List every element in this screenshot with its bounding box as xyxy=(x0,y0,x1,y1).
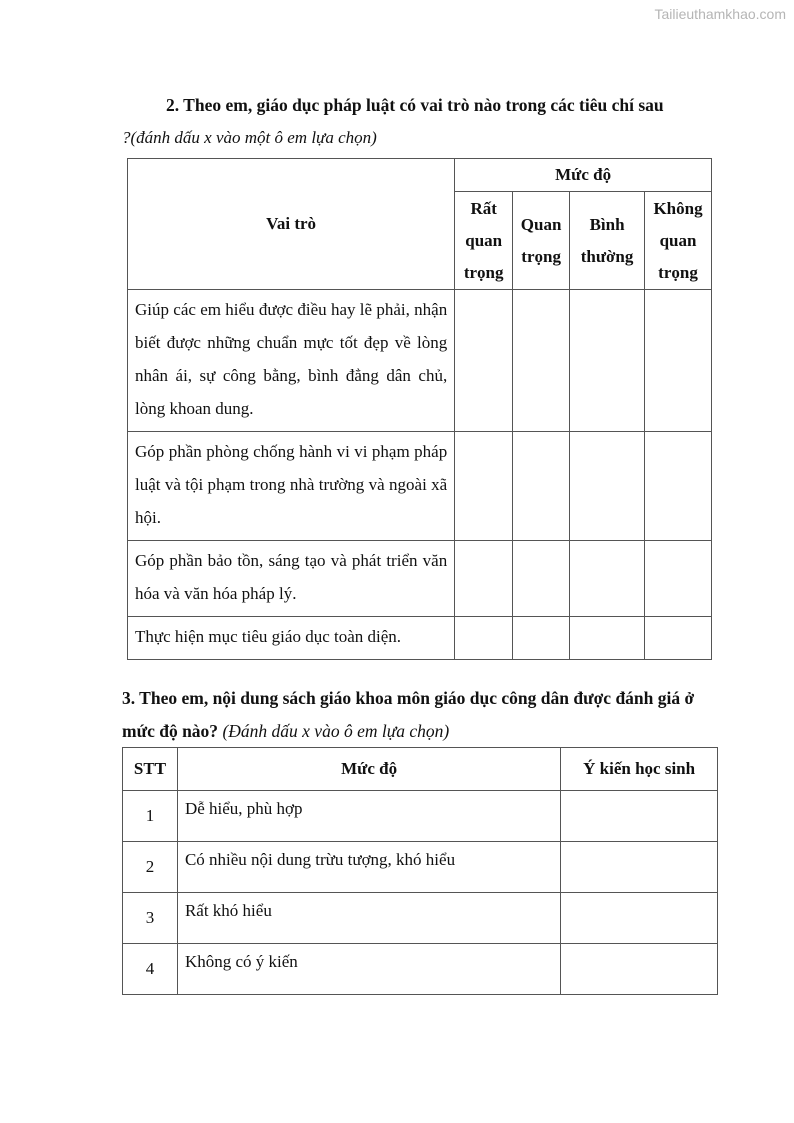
row-number: 3 xyxy=(123,893,178,944)
level-header: Mức độ xyxy=(177,748,560,791)
question-2-table xyxy=(127,158,712,660)
table-row xyxy=(123,944,718,995)
checkbox-cell[interactable] xyxy=(645,290,712,432)
checkbox-cell[interactable] xyxy=(513,432,570,541)
question-2-heading: 2. Theo em, giáo dục pháp luật có vai trò nào trong các tiêu chí sau xyxy=(166,95,664,115)
level-text: Không có ý kiến xyxy=(177,944,560,995)
table-row xyxy=(123,791,718,842)
checkbox-cell[interactable] xyxy=(513,290,570,432)
question-3-table xyxy=(122,747,718,995)
level-text: Rất khó hiểu xyxy=(177,893,560,944)
level-text: Dễ hiểu, phù hợp xyxy=(177,791,560,842)
role-description: Góp phần phòng chống hành vi vi phạm pháp luật và tội phạm trong nhà trường và ngoài xã hội. xyxy=(128,432,455,541)
level-header: Quan trọng xyxy=(513,192,570,290)
question-3-heading xyxy=(122,682,722,748)
table-row xyxy=(123,893,718,944)
opinion-cell[interactable] xyxy=(561,944,718,995)
checkbox-cell[interactable] xyxy=(455,617,513,660)
role-column-header: Vai trò xyxy=(128,159,455,290)
checkbox-cell[interactable] xyxy=(645,617,712,660)
checkbox-cell[interactable] xyxy=(570,432,645,541)
question-2-instruction: ?(đánh dấu x vào một ô em lựa chọn) xyxy=(122,128,377,147)
stt-header: STT xyxy=(123,748,178,791)
checkbox-cell[interactable] xyxy=(455,541,513,617)
role-description: Giúp các em hiểu được điều hay lẽ phải, nhận biết được những chuẩn mực tốt đẹp về lòng nhân ái, sự công bằng, bình đẳng dân chủ, lòng khoan dung. xyxy=(128,290,455,432)
row-number: 2 xyxy=(123,842,178,893)
role-description: Góp phần bảo tồn, sáng tạo và phát triển văn hóa và văn hóa pháp lý. xyxy=(128,541,455,617)
level-group-header: Mức độ xyxy=(455,159,712,192)
level-header: Rất quan trọng xyxy=(455,192,513,290)
checkbox-cell[interactable] xyxy=(645,432,712,541)
checkbox-cell[interactable] xyxy=(570,290,645,432)
row-number: 1 xyxy=(123,791,178,842)
checkbox-cell[interactable] xyxy=(513,541,570,617)
opinion-cell[interactable] xyxy=(561,791,718,842)
row-number: 4 xyxy=(123,944,178,995)
checkbox-cell[interactable] xyxy=(455,432,513,541)
level-text: Có nhiều nội dung trừu tượng, khó hiểu xyxy=(177,842,560,893)
question-3-text: 3. Theo em, nội dung sách giáo khoa môn giáo dục công dân được đánh giá ở mức độ nào? xyxy=(122,688,695,741)
level-header: Bình thường xyxy=(570,192,645,290)
checkbox-cell[interactable] xyxy=(455,290,513,432)
checkbox-cell[interactable] xyxy=(645,541,712,617)
opinion-cell[interactable] xyxy=(561,842,718,893)
checkbox-cell[interactable] xyxy=(570,617,645,660)
role-description: Thực hiện mục tiêu giáo dục toàn diện. xyxy=(128,617,455,660)
question-3-instruction: (Đánh dấu x vào ô em lựa chọn) xyxy=(222,721,450,741)
opinion-cell[interactable] xyxy=(561,893,718,944)
watermark: Tailieuthamkhao.com xyxy=(654,6,786,22)
checkbox-cell[interactable] xyxy=(513,617,570,660)
checkbox-cell[interactable] xyxy=(570,541,645,617)
table-row xyxy=(123,842,718,893)
level-header: Không quan trọng xyxy=(645,192,712,290)
opinion-header: Ý kiến học sinh xyxy=(561,748,718,791)
